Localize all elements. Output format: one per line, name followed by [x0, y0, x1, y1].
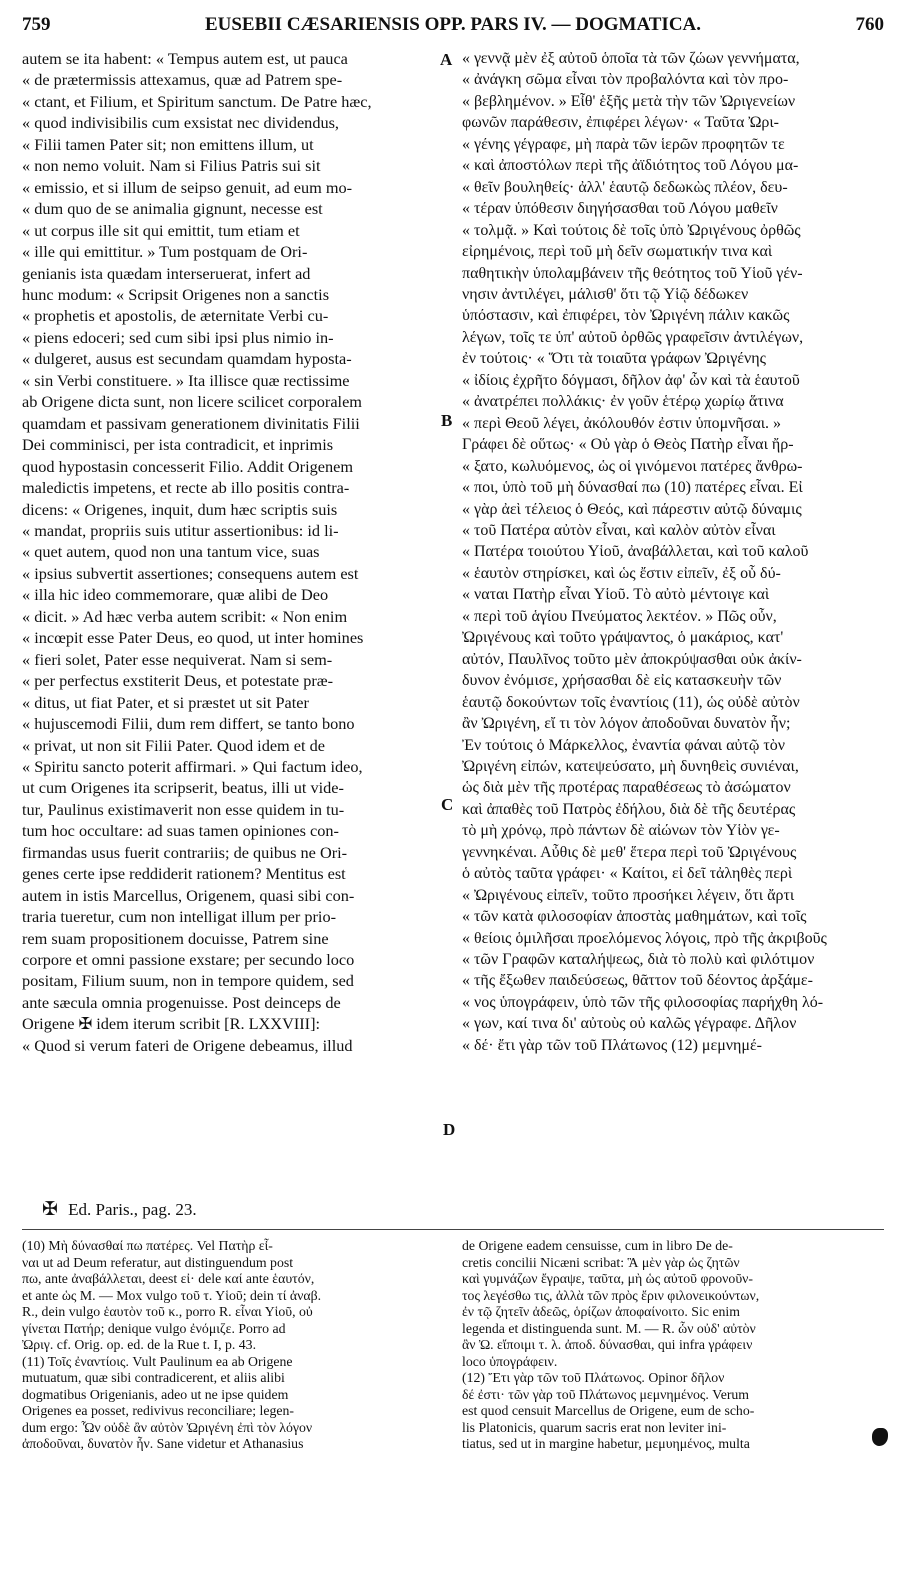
footnotes-right — [462, 1238, 882, 1453]
text-line: genianis ista quædam interseruerat, infert ad — [22, 263, 311, 283]
text-line: « τῆς ἔξωθεν παιδεύσεως, θᾶττον τοῦ δέοντος ἀρξάμε- — [462, 972, 813, 990]
text-line: « τολμᾷ. » Καὶ τούτοις δὲ τοῖς ὑπὸ Ὠριγένους ὀρθῶς — [462, 221, 801, 239]
edition-reference — [42, 1198, 197, 1221]
text-line: quamdam et passivam generationem divinitatis Filii — [22, 413, 360, 433]
text-line: ἑαυτῷ δοκούντων τοῖς ἐναντίοις (11), ὡς οὐδὲ αὐτὸν — [462, 693, 800, 711]
text-line: « τοῦ Πατέρα αὐτὸν εἶναι, καὶ καλὸν αὐτὸν εἶναι — [462, 521, 776, 539]
footnote-line: (10) Μὴ δύνασθαί πω πατέρες. Vel Πατὴρ εἶ- — [22, 1238, 273, 1253]
text-line: « per perfectus exstiterit Deus, et potestate præ- — [22, 671, 334, 691]
text-line: « emissio, et si illum de seipso genuit, ad eum mo- — [22, 177, 353, 197]
text-line: παθητικὴν ὑπολαμβάνειν τῆς θεότητος τοῦ Υἱοῦ γέν- — [462, 264, 803, 282]
text-line: rem suam propositionem docuisse, Patrem sine — [22, 928, 329, 948]
text-line: hunc modum: « Scripsit Origenes non a sanctis — [22, 284, 330, 304]
text-line: « καὶ ἀποστόλων περὶ τῆς ἀϊδιότητος τοῦ Λόγου μα- — [462, 157, 799, 175]
text-line: « Quod si verum fateri de Origene debeamus, illud — [22, 1035, 353, 1055]
footnote-line: cretis concilii Nicæni scribat: Ἃ μὲν γὰρ ὡς ζητῶν — [462, 1254, 740, 1270]
text-line: « ποι, ὑπὸ τοῦ μὴ δύνασθαί πω (10) πατέρες εἶναι. Εἰ — [462, 479, 803, 497]
footnote-line: Origenes ea posset, redivivus reconciliare; legen- — [22, 1403, 294, 1418]
text-line: « ἰδίοις ἐχρῆτο δόγμασι, δῆλον ἀφ' ὧν καὶ τὰ ἑαυτοῦ — [462, 371, 800, 389]
text-line: quod hypostasin concesserit Filio. Addit Origenem — [22, 456, 354, 476]
text-line: « quod indivisibilis cum exsistat nec dividendus, — [22, 113, 340, 133]
section-marker-d: D — [443, 1120, 456, 1139]
text-line: traria tueretur, cum non intelligat illum per prio- — [22, 907, 337, 927]
text-line: positam, Filium suum, non in tempore quidem, sed — [22, 971, 354, 991]
footnote-line: lis Platonicis, quarum sacris erat non leviter ini- — [462, 1419, 727, 1435]
text-line: « dum quo de se animalia gignunt, necesse est — [22, 199, 323, 219]
footnote-line: ἂν Ὠ. εἴποιμι τ. λ. ἀποδ. δύνασθαι, qui infra γράφειν — [462, 1337, 753, 1352]
footnote-line: mutuatum, quæ sibi contradicerent, et aliis alibi — [22, 1370, 285, 1385]
text-line: dicens: « Origenes, inquit, dum hæc scriptis suis — [22, 499, 338, 519]
footnote-line: (11) Τοῖς ἐναντίοις. Vult Paulinum ea ab Origene — [22, 1353, 293, 1369]
text-line: Dei comminisci, per ista contradicit, et inprimis — [22, 435, 334, 455]
text-line: « περὶ Θεοῦ λέγει, ἀκόλουθόν ἐστιν ὑπομνῆσαι. » — [462, 414, 782, 432]
text-line: « ipsius subvertit assertiones; consequens autem est — [22, 563, 359, 583]
text-line: « fieri solet, Pater esse nequiverat. Nam si sem- — [22, 649, 333, 669]
section-marker-b: B — [441, 411, 453, 430]
ink-blot — [872, 1428, 888, 1446]
footnote-line: τος λεγέσθω τις, ἀλλὰ τῶν πρὸς ἔριν φιλονεικούντων, — [462, 1287, 760, 1303]
text-line: « hujuscemodi Filii, dum rem differt, se tanto bono — [22, 714, 355, 734]
text-line: firmandas usus fuerit contrariis; de quibus ne Ori- — [22, 842, 348, 862]
footnote-line: ἐν τῷ ζητεῖν ἀδεῶς, ὁρίζων ἀποφαίνοιτο. Sic enim — [462, 1304, 740, 1319]
footnote-divider — [22, 1229, 884, 1230]
section-marker-a: A — [440, 50, 453, 69]
text-line: « ἀνάγκη σῶμα εἶναι τὸν προβαλόντα καὶ τὸν προ- — [462, 71, 789, 89]
text-line: « ille qui emittitur. » Tum postquam de Ori- — [22, 242, 308, 262]
section-marker-c: C — [441, 795, 454, 814]
text-line: « γὰρ ἀεὶ τέλειος ὁ Θεός, καὶ πάρεστιν αὐτῷ δύναμις — [462, 500, 802, 518]
page-number-right: 760 — [855, 14, 884, 35]
text-line: καὶ ἀπαθὲς τοῦ Πατρὸς ἐδήλου, διὰ δὲ τῆς δευτέρας — [462, 800, 796, 818]
text-line: « ut corpus ille sit qui emittit, tum etiam et — [22, 220, 300, 240]
footnote-line: et ante ὡς M. — Mox vulgo τοῦ τ. Υἱοῦ; dein τί ἀναβ. — [22, 1287, 322, 1303]
text-line: τὸ μὴ χρόνῳ, πρὸ πάντων δὲ αἰώνων τὸν Υἱὸν γε- — [462, 822, 780, 840]
text-line: ὡς διὰ μὲν τῆς προτέρας παραθέσεως τὸ ἀσώματον — [462, 779, 791, 797]
text-line: corpore et omni passione exstare; per secundo loco — [22, 950, 355, 970]
footnote-line: δέ ἐστι· τῶν γὰρ τοῦ Πλάτωνος μεμνημένος. Verum — [462, 1386, 750, 1402]
text-line: « privat, ut non sit Filii Pater. Quod idem et de — [22, 735, 325, 755]
text-line: Ὠριγένη εἰπών, κατεψεύσατο, μὴ δυνηθεὶς συνιέναι, — [462, 757, 799, 775]
text-line: Origene ✠ idem iterum scribit [R. LXXVIII]: — [22, 1014, 321, 1034]
text-line: γεννηκέναι. Αὖθις δὲ μεθ' ἕτερα περὶ τοῦ Ὠριγένους — [462, 843, 797, 861]
text-line: ὑπόστασιν, καὶ ἐπιφέρει, τὸν Ὠριγένη πάλιν κακῶς — [462, 307, 790, 325]
text-line: Ἐν τούτοις ὁ Μάρκελλος, ἐναντία φάναι αὐτῷ τὸν — [462, 736, 786, 754]
text-line: « prophetis et apostolis, de æternitate Verbi cu- — [22, 306, 329, 326]
text-line: « sin Verbi constituere. » Ita illisce quæ rectissime — [22, 370, 350, 390]
edition-reference-text: Ed. Paris., pag. 23. — [68, 1200, 197, 1219]
text-line: νησιν ἀντιλέγει, μάλισθ' ὅτι τῷ Υἱῷ δέδωκεν — [462, 285, 749, 303]
footnote-line: (12) Ἔτι γὰρ τῶν τοῦ Πλάτωνος. Opinor δῆλον — [462, 1370, 725, 1385]
footnote-line: tiatus, sed ut in margine habetur, μεμυημένος, multa — [462, 1436, 750, 1451]
text-line: « Filii tamen Pater sit; non emittens illum, ut — [22, 134, 314, 154]
footnote-line: Ὠριγ. cf. Orig. op. ed. de la Rue t. I, p. 43. — [22, 1337, 257, 1352]
text-line: « θεῖν βουληθείς· ἀλλ' ἑαυτῷ δεδωκὼς πλέον, δευ- — [462, 178, 788, 196]
cross-icon: ✠ — [42, 1199, 58, 1220]
text-line: « τῶν κατὰ φιλοσοφίαν ἀποστὰς μαθημάτων, καὶ τοῖς — [462, 908, 807, 926]
text-line: « illa hic ideo commemorare, quæ alibi de Deo — [22, 585, 329, 605]
text-line: « τῶν Γραφῶν καταλήψεως, διὰ τὸ πολὺ καὶ φιλότιμον — [462, 951, 815, 969]
text-line: λέγων, τοῖς τε ὑπ' αὐτοῦ ὀρθῶς γραφεῖσιν ἀντιλέγων, — [462, 328, 804, 346]
text-line: genes certe ipse reddiderit rationem? Mentitus est — [22, 864, 346, 884]
text-line: « ἑαυτὸν στηρίσκει, καὶ ὡς ἔστιν εἰπεῖν, ἐξ οὗ δύ- — [462, 564, 781, 582]
text-line: « dicit. » Ad hæc verba autem scribit: « Non enim — [22, 606, 348, 626]
footnote-line: ἀποδοῦναι, δυνατὸν ἦν. Sane videtur et Athanasius — [22, 1436, 304, 1451]
text-line: « incœpit esse Pater Deus, eo quod, ut inter homines — [22, 628, 364, 648]
greek-column — [462, 48, 880, 1056]
text-line: δυνον ἐνόμισε, χρήσασθαι δὲ εἰς κατασκευὴν τῶν — [462, 672, 782, 690]
text-line: « quet autem, quod non una tantum vice, suas — [22, 542, 320, 562]
footnote-line: legenda et distinguenda sunt. M. — R. ὧν οὐδ' αὐτὸν — [462, 1320, 756, 1336]
footnote-line: R., dein vulgo ἑαυτὸν τοῦ κ., porro R. εἶναι Υἱοῦ, οὐ — [22, 1304, 313, 1319]
text-line: « ἀνατρέπει πολλάκις· ἐν γοῦν ἑτέρῳ χωρίῳ ἅτινα — [462, 393, 784, 411]
text-line: « περὶ τοῦ ἁγίου Πνεύματος λεκτέον. » Πῶς οὖν, — [462, 607, 777, 625]
text-line: maledictis impetens, et recte ab illo positis contra- — [22, 478, 350, 498]
text-line: « ναται Πατὴρ εἶναι Υἱοῦ. Τὸ αὐτὸ μέντοιγε καὶ — [462, 586, 770, 604]
text-line: « dulgeret, ausus est secundam quamdam hyposta- — [22, 349, 352, 369]
text-line: ὁ αὐτὸς ταῦτα γράφει· « Καίτοι, εἰ δεῖ τἀληθὲς περὶ — [462, 865, 793, 883]
text-line: « βεβλημένον. » Εἶθ' ἑξῆς μετὰ τὴν τῶν Ὠριγενείων — [462, 92, 796, 110]
text-line: « piens edoceri; sed cum sibi ipsi plus nimio in- — [22, 327, 334, 347]
footnote-line: dogmatibus Origenianis, adeo ut ne ipse quidem — [22, 1386, 289, 1402]
text-line: « Ὠριγένους εἰπεῖν, τοῦτο προσήκει λέγειν, ὅτι ἄρτι — [462, 886, 795, 904]
text-line: tum hoc occultare: ad suas tamen opiniones con- — [22, 821, 339, 841]
text-line: « de prætermissis attexamus, quæ ad Patrem spe- — [22, 70, 343, 90]
text-line: εἰρημένοις, περὶ τοῦ μὴ δεῖν σωματικήν τινα καὶ — [462, 243, 773, 261]
footnotes-left — [22, 1238, 450, 1453]
text-line: Ὠριγένους καὶ τοῦτο γράψαντος, ὁ μακάριος, κατ' — [462, 629, 784, 647]
text-line: « Πατέρα τοιούτου Υἱοῦ, ἀναβάλλεται, καὶ τοῦ καλοῦ — [462, 543, 809, 561]
latin-column — [22, 48, 452, 1056]
text-line: ἐν τούτοις· « Ὅτι τὰ τοιαῦτα γράφων Ὠριγένης — [462, 350, 766, 368]
text-line: Γράφει δὲ οὕτως· « Οὐ γὰρ ὁ Θεὸς Πατὴρ εἶναι ἤρ- — [462, 436, 794, 454]
footnote-line: de Origene eadem censuisse, cum in libro De de- — [462, 1238, 733, 1253]
text-line: tur, Paulinus existimaverit non esse quidem in tu- — [22, 799, 345, 819]
footnote-line: ναι ut ad Deum referatur, aut distinguendum post — [22, 1254, 294, 1270]
footnote-line: dum ergo: Ὧν οὐδὲ ἂν αὐτὸν Ὠριγένη ἐπὶ τὸν λόγον — [22, 1419, 313, 1435]
text-line: ante sæcula omnia progenuisse. Post deinceps de — [22, 992, 341, 1012]
text-line: αὐτόν, Παυλῖνος τοῦτο μὲν ἀποκρύψασθαι οὐκ ἀκίν- — [462, 650, 802, 668]
footnote-line: est quod censuit Marcellus de Origene, eum de scho- — [462, 1403, 755, 1418]
text-line: « γεννᾷ μὲν ἐξ αὐτοῦ ὁποῖα τὰ τῶν ζώων γεννήματα, — [462, 50, 800, 67]
text-line: ab Origene dicta sunt, non licere scilicet corporalem — [22, 392, 362, 412]
text-line: autem in istis Marcellus, Origenem, quasi sibi con- — [22, 885, 355, 905]
text-line: « θείοις ὁμιλῆσαι προελόμενος λόγοις, πρὸ τῆς ἀκριβοῦς — [462, 929, 827, 947]
text-line: « νος ὑπογράφειν, ὑπὸ τῶν τῆς φιλοσοφίας παρήχθη λό- — [462, 993, 824, 1011]
text-line: φωνῶν παράθεσιν, ἐπιφέρει λέγων· « Ταῦτα Ὠρι- — [462, 114, 779, 132]
text-line: « ξατο, κωλυόμενος, ὡς οἱ γινόμενοι πατέρες ἄνθρω- — [462, 457, 803, 475]
text-line: « τέραν ὑπόθεσιν διηγήσασθαι τοῦ Λόγου μαθεῖν — [462, 200, 778, 218]
footnote-line: γίνεται Πατήρ; denique vulgo ἐνόμιζε. Porro ad — [22, 1320, 286, 1336]
text-line: ἂν Ὠριγένη, εἴ τι τὸν λόγον ἀποδοῦναι δυνατὸν ἦν; — [462, 715, 791, 733]
text-line: « ditus, ut fiat Pater, et si præstet ut sit Pater — [22, 692, 309, 712]
page-number-left: 759 — [22, 14, 51, 35]
text-line: « ctant, et Filium, et Spiritum sanctum. De Patre hæc, — [22, 91, 372, 111]
text-line: « Spiritu sancto poterit affirmari. » Qui factum ideo, — [22, 756, 363, 776]
text-line: ut cum Origenes ita scripserit, beatus, illi ut vide- — [22, 778, 344, 798]
footnote-line: καὶ γυμνάζων ἔγραψε, ταῦτα, μὴ ὡς αὐτοῦ φρονοῦν- — [462, 1271, 753, 1286]
text-line: « γένης γέγραφε, μὴ παρὰ τῶν ἱερῶν προφητῶν τε — [462, 135, 785, 153]
text-line: autem se ita habent: « Tempus autem est, ut pauca — [22, 49, 348, 68]
text-line: « non nemo voluit. Nam si Filius Patris sui sit — [22, 156, 321, 176]
text-line: « δέ· ἔτι γὰρ τῶν τοῦ Πλάτωνος (12) μεμνημέ- — [462, 1036, 763, 1054]
text-line: « mandat, propriis suis utitur assertionibus: id li- — [22, 520, 339, 540]
footnote-line: loco ὑπογράφειν. — [462, 1353, 558, 1369]
page-header — [22, 10, 884, 40]
footnote-line: πω, ante ἀναβάλλεται, deest εἰ· dele καί ante ἑαυτόν, — [22, 1271, 315, 1286]
running-title: EUSEBII CÆSARIENSIS OPP. PARS IV. — DOGMATICA. — [204, 14, 702, 35]
text-line: « γων, καί τινα δι' αὐτοὺς οὐ καλῶς γέγραφε. Δῆλον — [462, 1015, 797, 1033]
